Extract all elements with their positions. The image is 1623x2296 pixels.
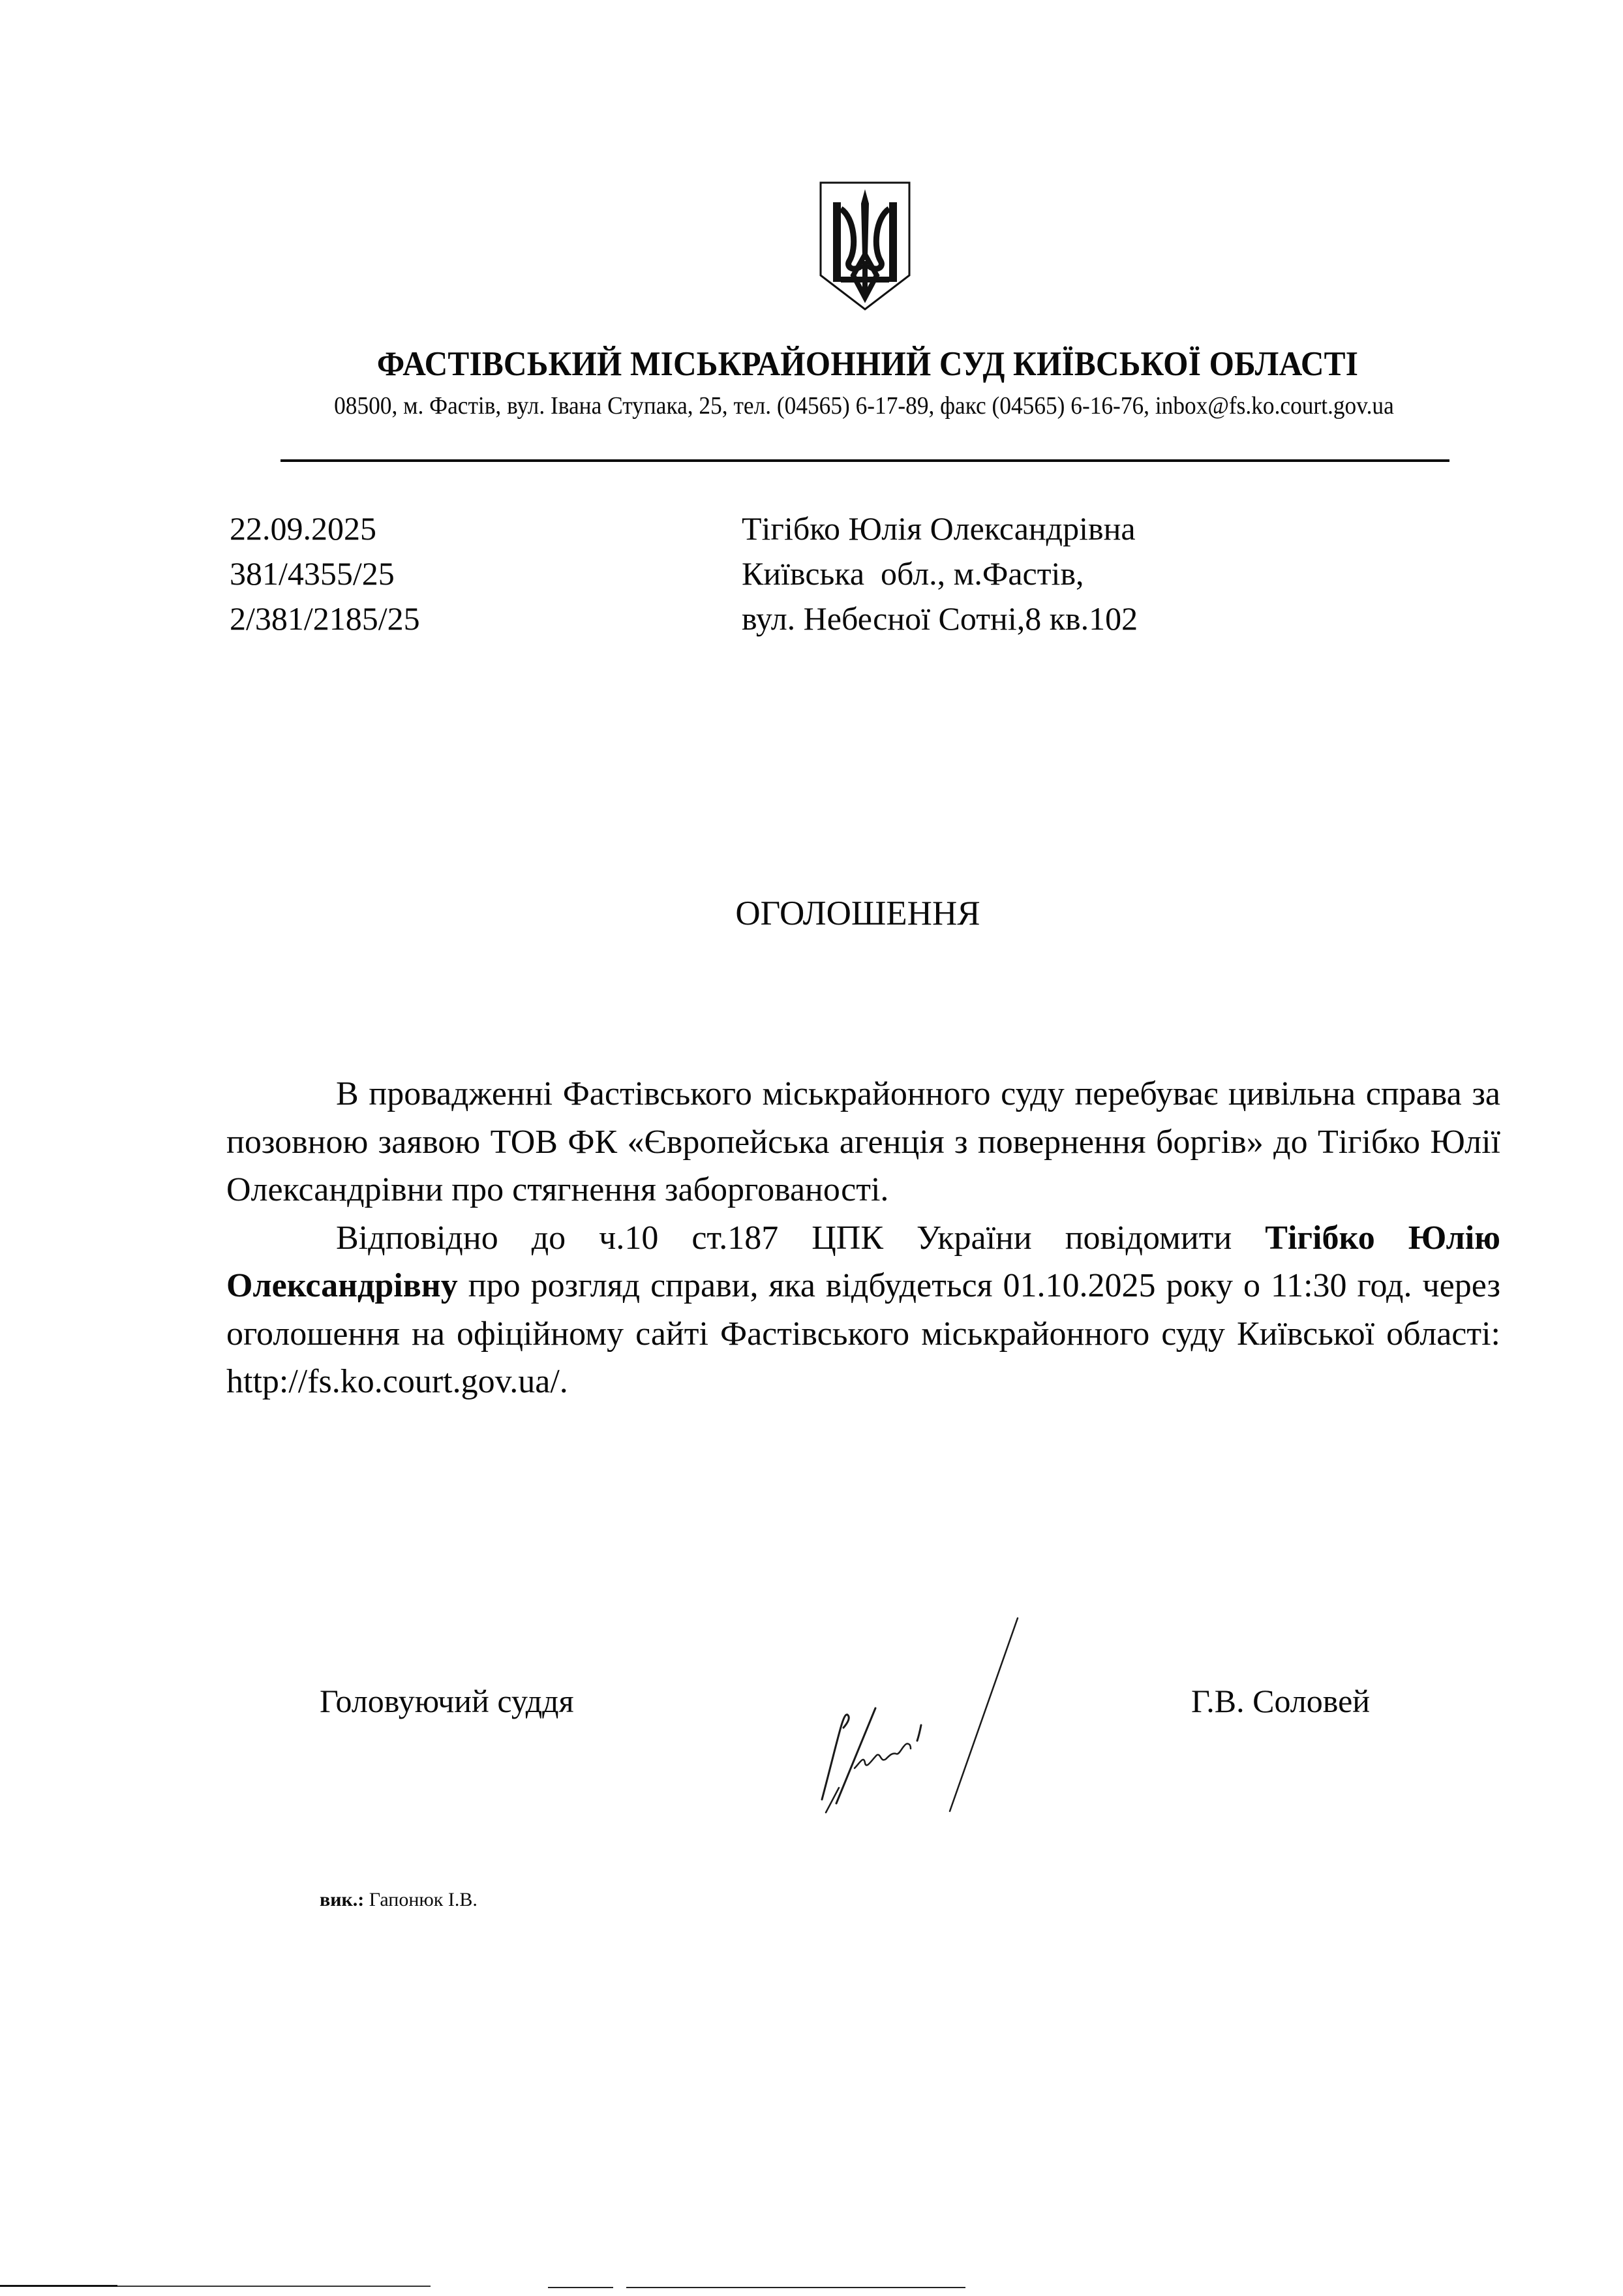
case-number: 381/4355/25 [230,555,395,592]
executor-name: Гапонюк І.В. [369,1889,478,1910]
court-contacts-text: 08500, м. Фастів, вул. Івана Ступака, 25, тел. (04565) 6-17-89, факс (04565) 6-16-76, inbox@fs.ko.court.gov.ua [333,392,1394,420]
executor-label: вик.: [320,1889,365,1910]
body-paragraph-1: В провадженні Фастівського міськрайонного суду перебуває цивільна справа за позовною заявою ТОВ ФК «Європейська агенція з повернення боргів» до Тігібко Юлії Олександрівни про стягнення заборгованості. [226,1075,1500,1208]
notified-person: Тігібко Юлію Олександрівну [226,1219,1500,1304]
body-paragraph-2 [226,1214,1500,1406]
document-heading-text: ОГОЛОШЕННЯ [735,895,980,932]
executor-note [320,1889,478,1911]
document-body [226,1070,1500,1406]
proceeding-number: 2/381/2185/25 [230,600,420,637]
document-meta [230,506,420,641]
paragraph2-rest: про розгляд справи, яка відбудеться 01.10.2025 року о 11:30 год. через оголошення на офіційному сайті Фастівського міськрайонного суду Київської області: http://fs.ko.court.gov.ua/. [226,1267,1500,1400]
letterhead-divider [281,459,1449,462]
recipient-name: Тігібко Юлія Олександрівна [742,510,1136,547]
document-date: 22.09.2025 [230,510,376,547]
recipient-block [742,506,1138,641]
court-name-heading [61,344,1570,384]
signatory-name: Г.В. Соловей [1191,1683,1371,1719]
paragraph2-lead: Відповідно до ч.10 ст.187 ЦПК України повідомити [336,1219,1266,1257]
document-heading [0,894,1623,933]
recipient-address-line2: вул. Небесної Сотні,8 кв.102 [742,600,1138,637]
handwritten-signature-icon [691,1592,1031,1814]
signatory-role: Головуючий суддя [320,1683,574,1719]
scan-edge-artifact [0,2284,1623,2293]
recipient-address-line1: Київська обл., м.Фастів, [742,555,1084,592]
coat-of-arms-icon [817,177,913,313]
court-contacts [0,391,1623,420]
court-name: ФАСТІВСЬКИЙ МІСЬКРАЙОННИЙ СУД КИЇВСЬКОЇ ОБЛАСТІ [376,345,1359,383]
